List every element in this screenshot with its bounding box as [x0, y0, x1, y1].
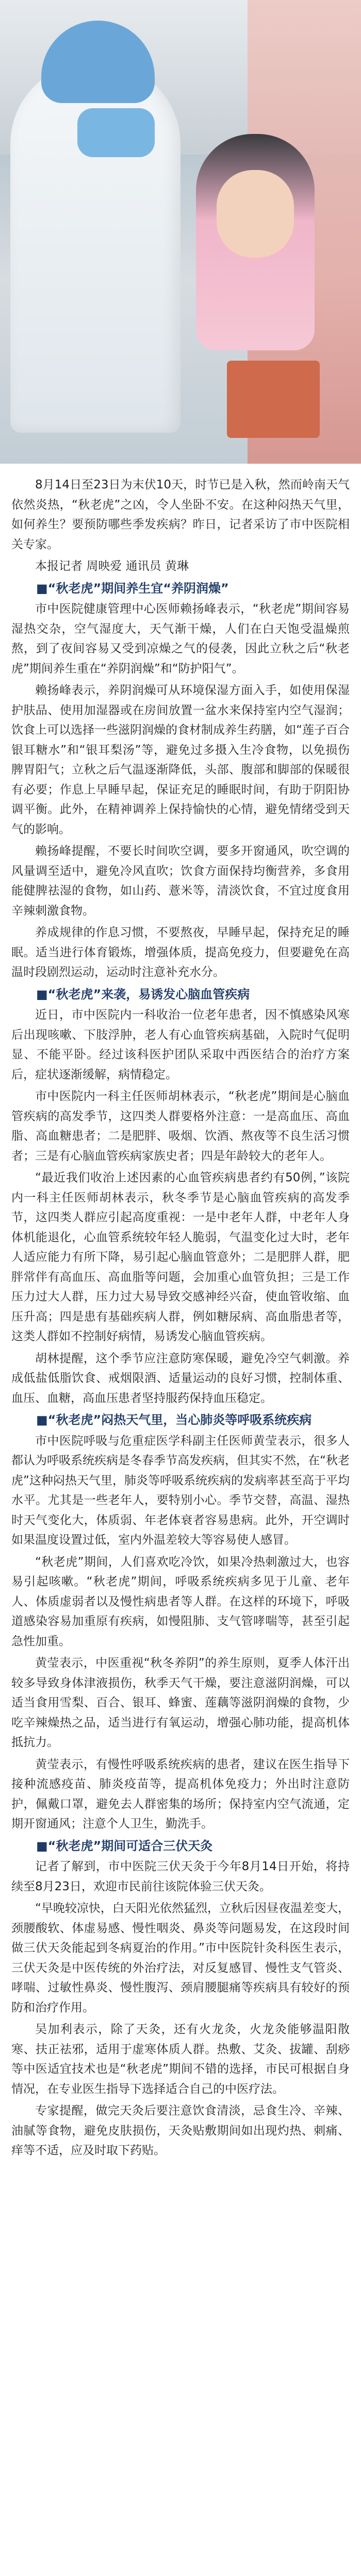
section-heading: ■“秋老虎”闷热天气里，当心肺炎等呼吸系统疾病 [36, 1413, 312, 1427]
hero-photo [0, 0, 361, 464]
section-1 [11, 579, 350, 982]
section-heading: ■“秋老虎”期间可适合三伏天灸 [36, 1838, 213, 1853]
byline: 本报记者 周映爱 通讯员 黄琳 [35, 560, 189, 573]
section-heading: ■“秋老虎”期间养生宜“养阴润燥” [36, 581, 229, 596]
paragraph: 市中医院内一科主任医师胡林表示，“秋老虎”期间是心脑血管疾病的高发季节，这四类人群要格外注意：一是高血压、高血脂、高血糖患者；二是肥胖、吸烟、饮酒、熬夜等不良生活习惯者；三是有心脑血管疾病家族史者；四是年龄较大的老年人。 [11, 1090, 350, 1163]
paragraph: 市中医院健康管理中心医师赖扬峰表示，“秋老虎”期间容易湿热交杂，空气湿度大，天气渐干燥，人们在白天饱受温燥煎熬，到了夜间容易又受到凉燥之气的侵袭，因此立秋之后“秋老虎”期间养生重在“养阴润燥”和“防护阳气”。 [11, 602, 350, 675]
paragraph: 吴加利表示，除了天灸，还有火龙灸，火龙灸能够温阳散寒、扶正祛邪，适用于虚寒体质人群。热敷、艾灸、拔罐、刮痧等中医适宜技术也是“秋老虎”期间不错的选择，市民可根据自身情况，在专业医生指导下选择适合自己的中医疗法。 [11, 2023, 350, 2096]
paragraph: 胡林提醒，这个季节应注意防寒保暖，避免冷空气刺激。养成低盐低脂饮食、戒烟限酒、适量运动的良好习惯，控制体重、血压、血糖，高血压患者坚持服药保持血压稳定。 [11, 1351, 350, 1405]
article-body [0, 464, 361, 2161]
photo-child-face [217, 170, 294, 258]
paragraph: “早晚较凉快，白天阳光依然猛烈，立秋后因昼夜温差变大，颈腰酸软、体虚易感、慢性咽炎、鼻炎等问题易发，在这段时间做三伏天灸能起到冬病夏治的作用。”市中医院针灸科医生表示，三伏天灸是中医传统的外治疗法，对反复感冒、慢性支气管炎、哮喘、过敏性鼻炎、慢性腹泻、颈肩腰腿痛等疾病具有较好的预防和治疗作用。 [11, 1902, 350, 2014]
section-3 [11, 1410, 350, 1834]
paragraph: 黄莹表示，中医重视“秋冬养阴”的养生原则，夏季人体汗出较多导致身体津液损伤，秋季天气干燥，要注意滋阴润燥，可以适当食用雪梨、百合、银耳、蜂蜜、莲藕等滋阴润燥的食物，少吃辛辣燥热之品，适当进行有氧运动，增强心肺功能，提高机体抵抗力。 [11, 1656, 350, 1749]
paragraph: 赖扬峰表示，养阴润燥可从环境保湿方面入手，如使用保湿护肤品、使用加湿器或在房间放置一盆水来保持室内空气湿润；饮食上可以选择一些滋阴润燥的食材制成养生药膳，如“莲子百合银耳糖水”和“银耳梨汤”等，避免过多摄入生冷食物，以免损伤脾胃阳气；立秋之后气温逐渐降低，头部、腹部和脚部的保暖很有必要；作息上早睡早起，保证充足的睡眠时间，有助于阴阳协调平衡。此外，在精神调养上保持愉快的心情，避免情绪受到天气的影响。 [11, 684, 350, 836]
paragraph: 养成规律的作息习惯，不要熬夜，早睡早起，保持充足的睡眠。适当进行体育锻炼，增强体质，提高免疫力，但要避免在高温时段剧烈运动，运动时注意补充水分。 [11, 926, 350, 979]
paragraph: 记者了解到，市中医院三伏天灸于今年8月14日开始，将持续至8月23日，欢迎市民前往该院体验三伏天灸。 [11, 1860, 350, 1893]
intro-paragraph: 8月14日至23日为末伏10天，时节已是入秋，然而岭南天气依然炎热，“秋老虎”之凶，令人坐卧不安。在这种闷热天气里，如何养生？要预防哪些季发疾病？昨日，记者采访了市中医院相关专家。 [11, 478, 350, 551]
paragraph: 近日，市中医院内一科收治一位老年患者，因不慎感染风寒后出现咳嗽、下肢浮肿，老人有心血管疾病基础，入院时气促明显、不能平卧。经过该科医护团队采取中西医结合的治疗方案后，症状逐渐缓解，病情稳定。 [11, 1008, 350, 1081]
paragraph: 市中医院呼吸与危重症医学科副主任医师黄莹表示，很多人都认为呼吸系统疾病是冬春季节高发疾病，但其实不然，在“秋老虎”这种闷热天气里，肺炎等呼吸系统疾病的发病率甚至高于平均水平。尤其是一些老年人，要特别小心。季节交替，高温、湿热时天气变化大，体质弱、年老体衰者容易患病。此外，开空调时如果温度设置过低，室内外温差较大等容易使人感冒。 [11, 1434, 350, 1547]
section-4 [11, 1836, 350, 2161]
paragraph: 专家提醒，做完天灸后要注意饮食清淡，忌食生冷、辛辣、油腻等食物，避免皮肤损伤，天灸贴敷期间如出现灼热、刺痛、痒等不适，应及时取下药贴。 [11, 2104, 350, 2157]
paragraph: 黄莹表示，有慢性呼吸系统疾病的患者，建议在医生指导下接种流感疫苗、肺炎疫苗等，提高机体免疫力；外出时注意防护，佩戴口罩，避免去人群密集的场所；保持室内空气流通，定期开窗通风；注意个人卫生，勤洗手。 [11, 1757, 350, 1831]
paragraph: 赖扬峰提醒，不要长时间吹空调，要多开窗通风，吹空调的风量调至适中，避免冷风直吹；饮食方面保持均衡营养，多食用能健脾祛湿的食物，如山药、薏米等，清淡饮食，不宜过度食用辛辣刺激食物。 [11, 844, 350, 918]
photo-doctor-mask [77, 108, 155, 157]
section-2 [11, 985, 350, 1409]
paragraph: “最近我们收治上述因素的心血管疾病患者约有50例，”该院内一科主任医师胡林表示，秋冬季节是心脑血管疾病的高发季节，这四类人群应引起高度重视：一是中老年人群，中老年人身体机能退化，心血管系统较年轻人脆弱，气温变化过大时，老年人适应能力有所下降，易引起心脑血管意外；二是肥胖人群，肥胖常伴有高血压、高血脂等问题，会加重心血管负担；三是工作压力过大人群，压力过大易导致交感神经兴奋，使血管收缩、血压升高；四是患有基础疾病人群，例如糖尿病、高血脂患者等，这类人群如不控制好病情，易诱发心脑血管疾病。 [11, 1171, 350, 1343]
paragraph: “秋老虎”期间，人们喜欢吃冷饮，如果冷热刺激过大，也容易引起咳嗽。“秋老虎”期间，呼吸系统疾病多见于儿童、老年人、体质虚弱者以及慢性病患者等人群。在这样的环境下，呼吸道感染容易加重原有疾病，如慢阻肺、支气管哮喘等，甚至引起急性加重。 [11, 1555, 350, 1648]
photo-box [227, 361, 320, 438]
section-heading: ■“秋老虎”来袭，易诱发心脑血管疾病 [36, 987, 250, 1002]
